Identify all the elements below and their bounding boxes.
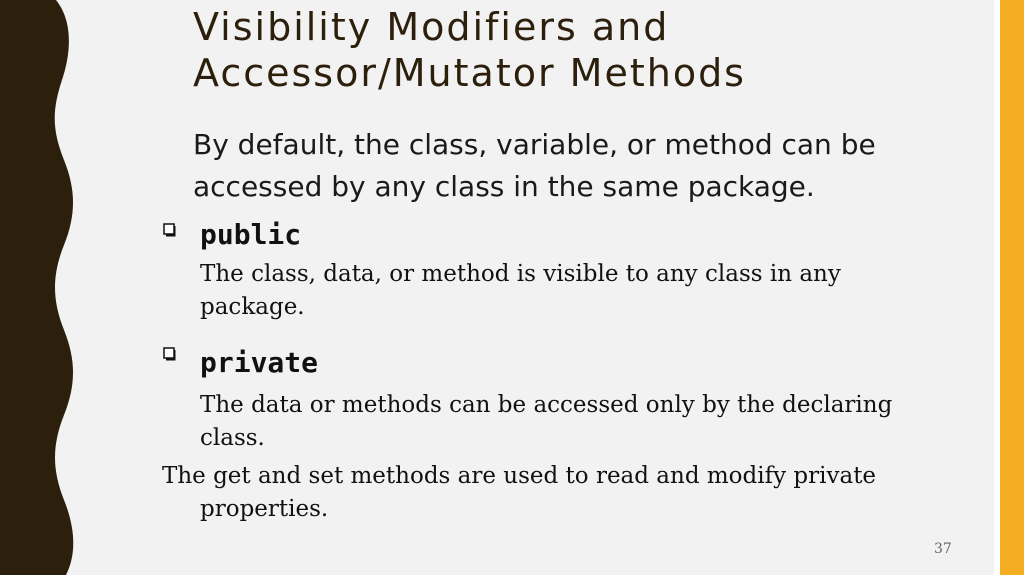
- slide-title: [193, 4, 746, 96]
- left-wave-decoration: [0, 0, 80, 575]
- hollow-square-bullet-icon: [163, 223, 177, 237]
- private-description: The data or methods can be accessed only by the declaring class.: [200, 392, 893, 451]
- get-set-methods-text: The get and set methods are used to read and modify private properties.: [162, 463, 877, 522]
- keyword-public: public: [200, 218, 302, 251]
- public-description: The class, data, or method is visible to any class in any package.: [200, 261, 841, 320]
- title-line-1: Visibility Modifiers and: [193, 5, 670, 49]
- keyword-private: private: [200, 346, 319, 379]
- slide-number: 37: [934, 541, 952, 557]
- hollow-square-bullet-icon: [163, 347, 177, 361]
- title-line-2: Accessor/Mutator Methods: [193, 51, 746, 95]
- right-accent-bar: [1000, 0, 1024, 575]
- intro-text: By default, the class, variable, or method can be accessed by any class in the same package.: [193, 128, 876, 203]
